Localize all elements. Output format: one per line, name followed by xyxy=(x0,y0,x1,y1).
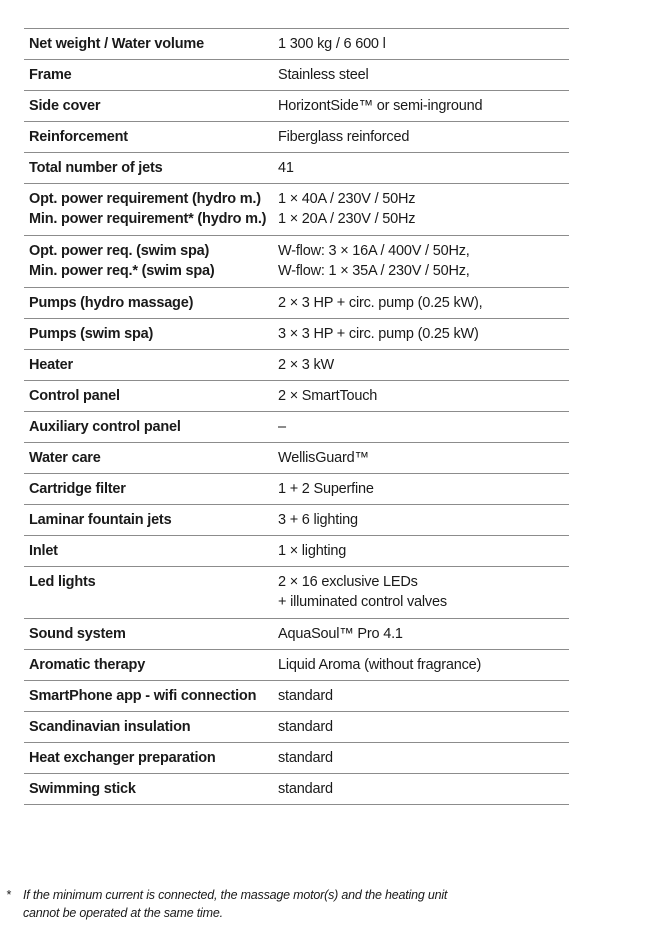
spec-label-line: Control panel xyxy=(29,388,120,404)
spec-label-line: Laminar fountain jets xyxy=(29,512,172,528)
spec-row xyxy=(24,681,569,712)
spec-row xyxy=(24,236,569,288)
spec-row xyxy=(24,184,569,236)
spec-row xyxy=(24,29,569,60)
spec-label-line: Swimming stick xyxy=(29,781,136,797)
spec-row xyxy=(24,505,569,536)
spec-label-line: Frame xyxy=(29,67,72,83)
spec-value-line: WellisGuard™ xyxy=(278,450,369,466)
spec-label xyxy=(24,127,278,147)
spec-label xyxy=(24,241,278,281)
spec-label-line: Heater xyxy=(29,357,73,373)
spec-label-line: Min. power requirement* (hydro m.) xyxy=(29,211,267,227)
spec-label-line: SmartPhone app - wifi connection xyxy=(29,688,257,704)
spec-label-line: Water care xyxy=(29,450,101,466)
spec-value xyxy=(278,34,569,54)
spec-value xyxy=(278,241,569,281)
spec-value-line: 41 xyxy=(278,160,294,176)
spec-row xyxy=(24,567,569,619)
spec-value-line: Stainless steel xyxy=(278,67,369,83)
spec-label xyxy=(24,96,278,116)
spec-row xyxy=(24,381,569,412)
spec-label-line: Led lights xyxy=(29,574,96,590)
spec-value-line: 1 300 kg / 6 600 l xyxy=(278,36,386,52)
spec-row xyxy=(24,153,569,184)
spec-label-line: Sound system xyxy=(29,626,126,642)
spec-value-line: 1 + 2 Superfine xyxy=(278,481,374,497)
spec-value-line: W-flow: 1 × 35A / 230V / 50Hz, xyxy=(278,263,470,279)
spec-label xyxy=(24,355,278,375)
spec-label-line: Auxiliary control panel xyxy=(29,419,181,435)
spec-label-line: Total number of jets xyxy=(29,160,163,176)
spec-label xyxy=(24,479,278,499)
spec-label xyxy=(24,748,278,768)
spec-value xyxy=(278,127,569,147)
spec-label xyxy=(24,510,278,530)
spec-value-line: standard xyxy=(278,688,333,704)
spec-label-line: Heat exchanger preparation xyxy=(29,750,216,766)
spec-value-line: 1 × 40A / 230V / 50Hz xyxy=(278,191,416,207)
spec-row xyxy=(24,650,569,681)
spec-value-line: Fiberglass reinforced xyxy=(278,129,410,145)
spec-value-line: Liquid Aroma (without fragrance) xyxy=(278,657,482,673)
spec-label xyxy=(24,293,278,313)
spec-label xyxy=(24,686,278,706)
spec-value-line: standard xyxy=(278,781,333,797)
spec-label xyxy=(24,779,278,799)
spec-label xyxy=(24,417,278,437)
spec-value xyxy=(278,717,569,737)
spec-value xyxy=(278,510,569,530)
spec-row xyxy=(24,536,569,567)
spec-label xyxy=(24,541,278,561)
spec-value xyxy=(278,655,569,675)
spec-value xyxy=(278,417,569,437)
spec-row xyxy=(24,122,569,153)
footnote-text xyxy=(23,886,447,922)
spec-label-line: Scandinavian insulation xyxy=(29,719,191,735)
spec-value-line: + illuminated control valves xyxy=(278,594,447,610)
spec-label-line: Reinforcement xyxy=(29,129,128,145)
spec-label xyxy=(24,65,278,85)
spec-row xyxy=(24,443,569,474)
spec-row xyxy=(24,474,569,505)
spec-value-line: 3 × 3 HP + circ. pump (0.25 kW) xyxy=(278,326,479,342)
spec-row xyxy=(24,774,569,805)
spec-value xyxy=(278,541,569,561)
spec-value xyxy=(278,293,569,313)
spec-label-line: Pumps (swim spa) xyxy=(29,326,154,342)
spec-value xyxy=(278,779,569,799)
spec-label-line: Aromatic therapy xyxy=(29,657,146,673)
spec-row xyxy=(24,712,569,743)
spec-value-line: 2 × 3 HP + circ. pump (0.25 kW), xyxy=(278,295,483,311)
spec-value-line: AquaSoul™ Pro 4.1 xyxy=(278,626,403,642)
spec-label xyxy=(24,624,278,644)
spec-value-line: 1 × lighting xyxy=(278,543,347,559)
spec-row xyxy=(24,350,569,381)
spec-label xyxy=(24,572,278,612)
footnote-line: cannot be operated at the same time. xyxy=(23,906,223,920)
spec-value xyxy=(278,624,569,644)
spec-label xyxy=(24,448,278,468)
spec-table xyxy=(24,28,569,805)
spec-value-line: 2 × SmartTouch xyxy=(278,388,378,404)
spec-label-line: Opt. power requirement (hydro m.) xyxy=(29,191,261,207)
spec-value-line: standard xyxy=(278,750,333,766)
spec-value-line: W-flow: 3 × 16A / 400V / 50Hz, xyxy=(278,243,470,259)
spec-value-line: standard xyxy=(278,719,333,735)
spec-value xyxy=(278,386,569,406)
spec-value-line: – xyxy=(278,419,286,435)
footnote xyxy=(6,886,566,922)
spec-label xyxy=(24,158,278,178)
spec-value xyxy=(278,572,569,612)
spec-label xyxy=(24,386,278,406)
spec-value xyxy=(278,355,569,375)
spec-value xyxy=(278,65,569,85)
spec-value-line: 2 × 3 kW xyxy=(278,357,335,373)
spec-value-line: HorizontSide™ or semi-inground xyxy=(278,98,483,114)
spec-value xyxy=(278,189,569,229)
footnote-line: If the minimum current is connected, the massage motor(s) and the heating unit xyxy=(23,888,448,902)
spec-row xyxy=(24,619,569,650)
spec-label xyxy=(24,324,278,344)
spec-label xyxy=(24,655,278,675)
spec-value-line: 1 × 20A / 230V / 50Hz xyxy=(278,211,416,227)
spec-value-line: 2 × 16 exclusive LEDs xyxy=(278,574,418,590)
spec-row xyxy=(24,288,569,319)
spec-label-line: Cartridge filter xyxy=(29,481,126,497)
spec-label-line: Pumps (hydro massage) xyxy=(29,295,194,311)
spec-value xyxy=(278,158,569,178)
spec-label xyxy=(24,34,278,54)
spec-label xyxy=(24,189,278,229)
spec-label-line: Side cover xyxy=(29,98,101,114)
footnote-mark: * xyxy=(6,888,11,902)
spec-label-line: Min. power req.* (swim spa) xyxy=(29,263,215,279)
spec-value-line: 3 + 6 lighting xyxy=(278,512,358,528)
spec-label-line: Inlet xyxy=(29,543,58,559)
spec-value xyxy=(278,324,569,344)
spec-label xyxy=(24,717,278,737)
spec-row xyxy=(24,412,569,443)
spec-value xyxy=(278,96,569,116)
spec-value xyxy=(278,686,569,706)
spec-row xyxy=(24,743,569,774)
spec-label-line: Net weight / Water volume xyxy=(29,36,204,52)
spec-row xyxy=(24,91,569,122)
spec-value xyxy=(278,448,569,468)
spec-row xyxy=(24,60,569,91)
spec-label-line: Opt. power req. (swim spa) xyxy=(29,243,210,259)
spec-value xyxy=(278,479,569,499)
spec-value xyxy=(278,748,569,768)
spec-row xyxy=(24,319,569,350)
